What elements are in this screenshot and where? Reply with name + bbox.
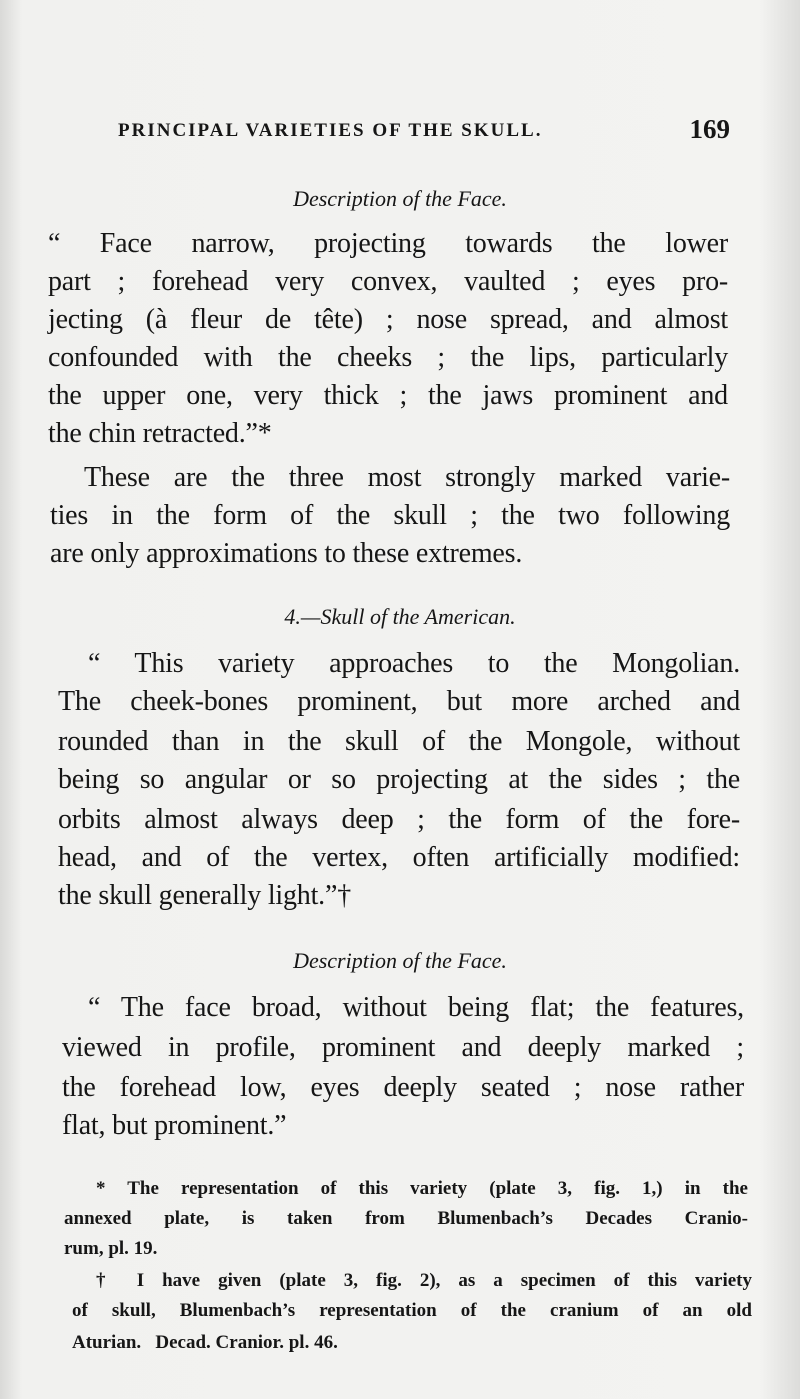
footnote-line: of skull, Blumenbach’s representation of the cranium of an old bbox=[72, 1300, 752, 1321]
page-number: 169 bbox=[689, 114, 730, 144]
text-line: “ Face narrow, projecting towards the lower bbox=[48, 228, 728, 259]
section-heading-face-2: Description of the Face. bbox=[293, 948, 507, 973]
section-heading-face-1: Description of the Face. bbox=[293, 186, 507, 211]
text-line: viewed in profile, prominent and deeply marked ; bbox=[62, 1032, 744, 1063]
footnote-line: * The representation of this variety (plate 3, fig. 1,) in the bbox=[96, 1178, 748, 1199]
text-line: being so angular or so projecting at the sides ; the bbox=[58, 764, 740, 795]
text-line: part ; forehead very convex, vaulted ; eyes pro- bbox=[48, 266, 728, 297]
text-line: The cheek-bones prominent, but more arched and bbox=[58, 686, 740, 717]
text-line: the chin retracted.”* bbox=[48, 418, 272, 449]
section-heading-american: 4.—Skull of the American. bbox=[284, 604, 516, 629]
text-line: the upper one, very thick ; the jaws prominent and bbox=[48, 380, 728, 411]
text-line: “ This variety approaches to the Mongolian. bbox=[88, 648, 740, 679]
text-line: jecting (à fleur de tête) ; nose spread, and almost bbox=[48, 304, 728, 335]
footnote-line: rum, pl. 19. bbox=[64, 1238, 158, 1259]
text-line: head, and of the vertex, often artificially modified: bbox=[58, 842, 740, 873]
text-line: the skull generally light.”† bbox=[58, 880, 351, 911]
running-head bbox=[118, 114, 730, 148]
text-line: confounded with the cheeks ; the lips, particularly bbox=[48, 342, 728, 373]
text-line: orbits almost always deep ; the form of the fore- bbox=[58, 804, 740, 835]
text-line: rounded than in the skull of the Mongole, without bbox=[58, 726, 740, 757]
footnote-line: Aturian. Decad. Cranior. pl. 46. bbox=[72, 1332, 338, 1353]
text-line: “ The face broad, without being flat; the features, bbox=[88, 992, 744, 1023]
text-line: the forehead low, eyes deeply seated ; nose rather bbox=[62, 1072, 744, 1103]
text-line: These are the three most strongly marked varie- bbox=[84, 462, 730, 493]
text-line: are only approximations to these extremes. bbox=[50, 538, 523, 569]
text-line: flat, but prominent.” bbox=[62, 1110, 287, 1141]
footnote-line: † I have given (plate 3, fig. 2), as a specimen of this variety bbox=[96, 1270, 752, 1291]
text-line: ties in the form of the skull ; the two following bbox=[50, 500, 730, 531]
footnote-line: annexed plate, is taken from Blumenbach’s Decades Cranio- bbox=[64, 1208, 748, 1229]
running-head-title: PRINCIPAL VARIETIES OF THE SKULL. bbox=[118, 120, 543, 141]
